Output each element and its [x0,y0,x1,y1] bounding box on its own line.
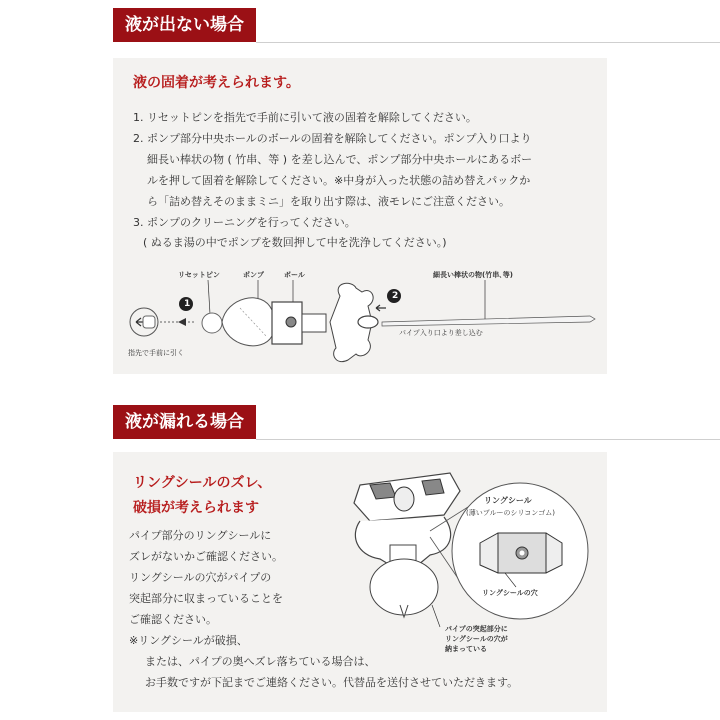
section2-line-7: または、パイプの奥へズレ落ちている場合は、 [145,655,376,668]
label-ring-seal: リングシール [484,496,532,505]
caption-pull: 指先で手前に引く [128,349,184,357]
section1-line-6: 3. ポンプのクリーニングを行ってください。 [133,216,356,229]
note-line-3: 納まっている [445,645,487,653]
section2-divider [256,439,720,440]
section2-line-5: ご確認ください。 [129,613,217,626]
section2-line-4: 突起部分に収まっていることを [129,592,283,605]
step2-number: 2 [392,291,399,301]
note-line-1: パイプの突起部分に [445,625,508,633]
section2-line-8: お手数ですが下記までご連絡ください。代替品を送付させていただきます。 [145,676,519,689]
label-stick: 細長い棒状の物(竹串､等) [433,271,513,279]
section2-title-line1: リングシールのズレ、 [133,475,272,491]
section1-header: 液が出ない場合 [113,8,256,42]
section1-line-4: ルを押して固着を解除してください。※中身が入った状態の詰め替えパックか [147,174,531,187]
pump-diagram [0,262,720,382]
step1-number: 1 [184,299,191,309]
section1-line-7: ( ぬるま湯の中でポンプを数回押して中を洗浄してください。) [143,236,447,249]
section1-line-2: 2. ポンプ部分中央ホールのボールの固着を解除してください。ポンプ入り口より [133,132,532,145]
section2-header: 液が漏れる場合 [113,405,256,439]
label-ring-hole: リングシールの穴 [482,589,538,597]
section1-divider [256,42,720,43]
section2-line-2: ズレがないかご確認ください。 [129,550,283,563]
note-line-2: リングシールの穴が [445,635,508,643]
label-pump: ポンプ [243,271,264,279]
label-ring-seal-sub: (薄いブルーのシリコンゴム) [466,509,556,517]
section2-line-3: リングシールの穴がパイプの [129,571,272,584]
section1-line-1: 1. リセットピンを指先で手前に引いて液の固着を解除してください。 [133,111,477,124]
caption-insert: パイプ入り口より差し込む [399,329,483,337]
section2-title-line2: 破損が考えられます [133,500,259,516]
section1-line-3: 細長い棒状の物 ( 竹串、等 ) を差し込んで、ポンプ部分中央ホールにあるボー [147,153,533,166]
section2-line-1: パイプ部分のリングシールに [129,529,272,542]
section2-line-6: ※リングシールが破損、 [129,634,248,647]
label-reset-pin: リセットピン [178,271,220,279]
section1-title: 液の固着が考えられます。 [133,75,300,91]
label-ball: ボール [284,271,305,279]
section1-line-5: ら「詰め替えそのままミニ」を取り出す際は、液モレにご注意ください。 [147,195,510,208]
